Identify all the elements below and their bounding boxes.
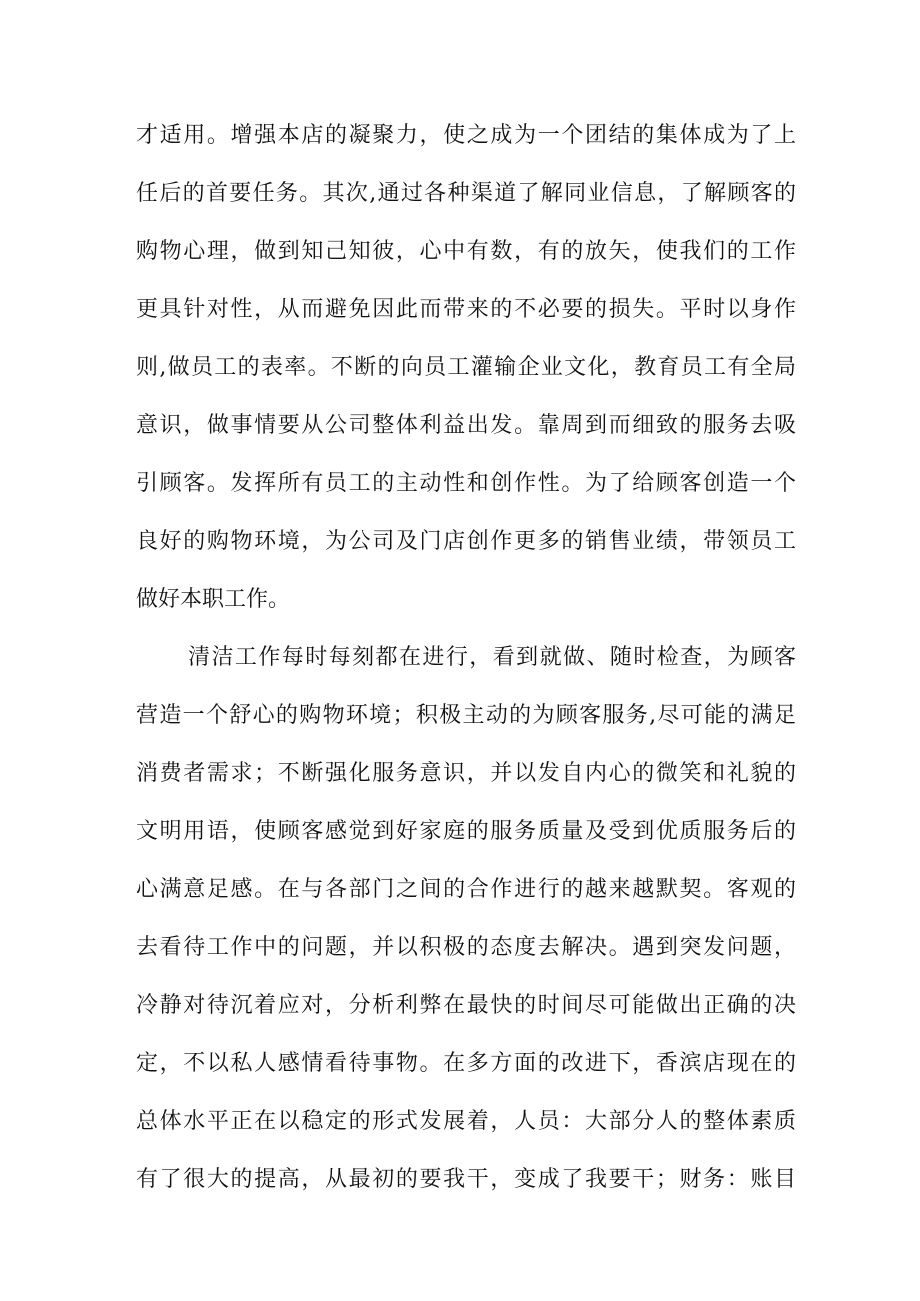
paragraph-1-line-7: 引顾客。发挥所有员工的主动性和创作性。为了给顾客创造一个: [136, 471, 796, 496]
paragraph-2-line-6: 去看待工作中的问题，并以积极的态度去解决。遇到突发问题，: [136, 935, 796, 960]
paragraph-1-line-8: 良好的购物环境，为公司及门店创作更多的销售业绩，带领员工: [136, 529, 796, 554]
paragraph-2-line-9: 总体水平正在以稳定的形式发展着，人员：大部分人的整体素质: [136, 1109, 796, 1134]
paragraph-1-line-2: 任后的首要任务。其次,通过各种渠道了解同业信息，了解顾客的: [136, 181, 796, 206]
paragraph-2-line-2: 营造一个舒心的购物环境；积极主动的为顾客服务,尽可能的满足: [136, 703, 796, 728]
paragraph-1-line-5: 则,做员工的表率。不断的向员工灌输企业文化，教育员工有全局: [136, 355, 796, 380]
paragraph-2-line-3: 消费者需求；不断强化服务意识，并以发自内心的微笑和礼貌的: [136, 761, 796, 786]
paragraph-2-line-8: 定，不以私人感情看待事物。在多方面的改进下，香滨店现在的: [136, 1051, 796, 1076]
paragraph-2-line-7: 冷静对待沉着应对，分析利弊在最快的时间尽可能做出正确的决: [136, 993, 796, 1018]
paragraph-1-line-9: 做好本职工作。: [136, 587, 291, 612]
paragraph-2-line-1: 清洁工作每时每刻都在进行，看到就做、随时检查，为顾客: [188, 645, 796, 670]
paragraph-1-line-3: 购物心理，做到知己知彼，心中有数，有的放矢，使我们的工作: [136, 239, 796, 264]
paragraph-1-line-1: 才适用。增强本店的凝聚力，使之成为一个团结的集体成为了上: [136, 123, 796, 148]
paragraph-1-line-4: 更具针对性，从而避免因此而带来的不必要的损失。平时以身作: [136, 297, 796, 322]
paragraph-2-line-4: 文明用语，使顾客感觉到好家庭的服务质量及受到优质服务后的: [136, 819, 796, 844]
paragraph-2-line-10: 有了很大的提高，从最初的要我干，变成了我要干；财务：账目: [136, 1167, 796, 1192]
paragraph-1-line-6: 意识，做事情要从公司整体利益出发。靠周到而细致的服务去吸: [136, 413, 796, 438]
paragraph-2-line-5: 心满意足感。在与各部门之间的合作进行的越来越默契。客观的: [136, 877, 796, 902]
